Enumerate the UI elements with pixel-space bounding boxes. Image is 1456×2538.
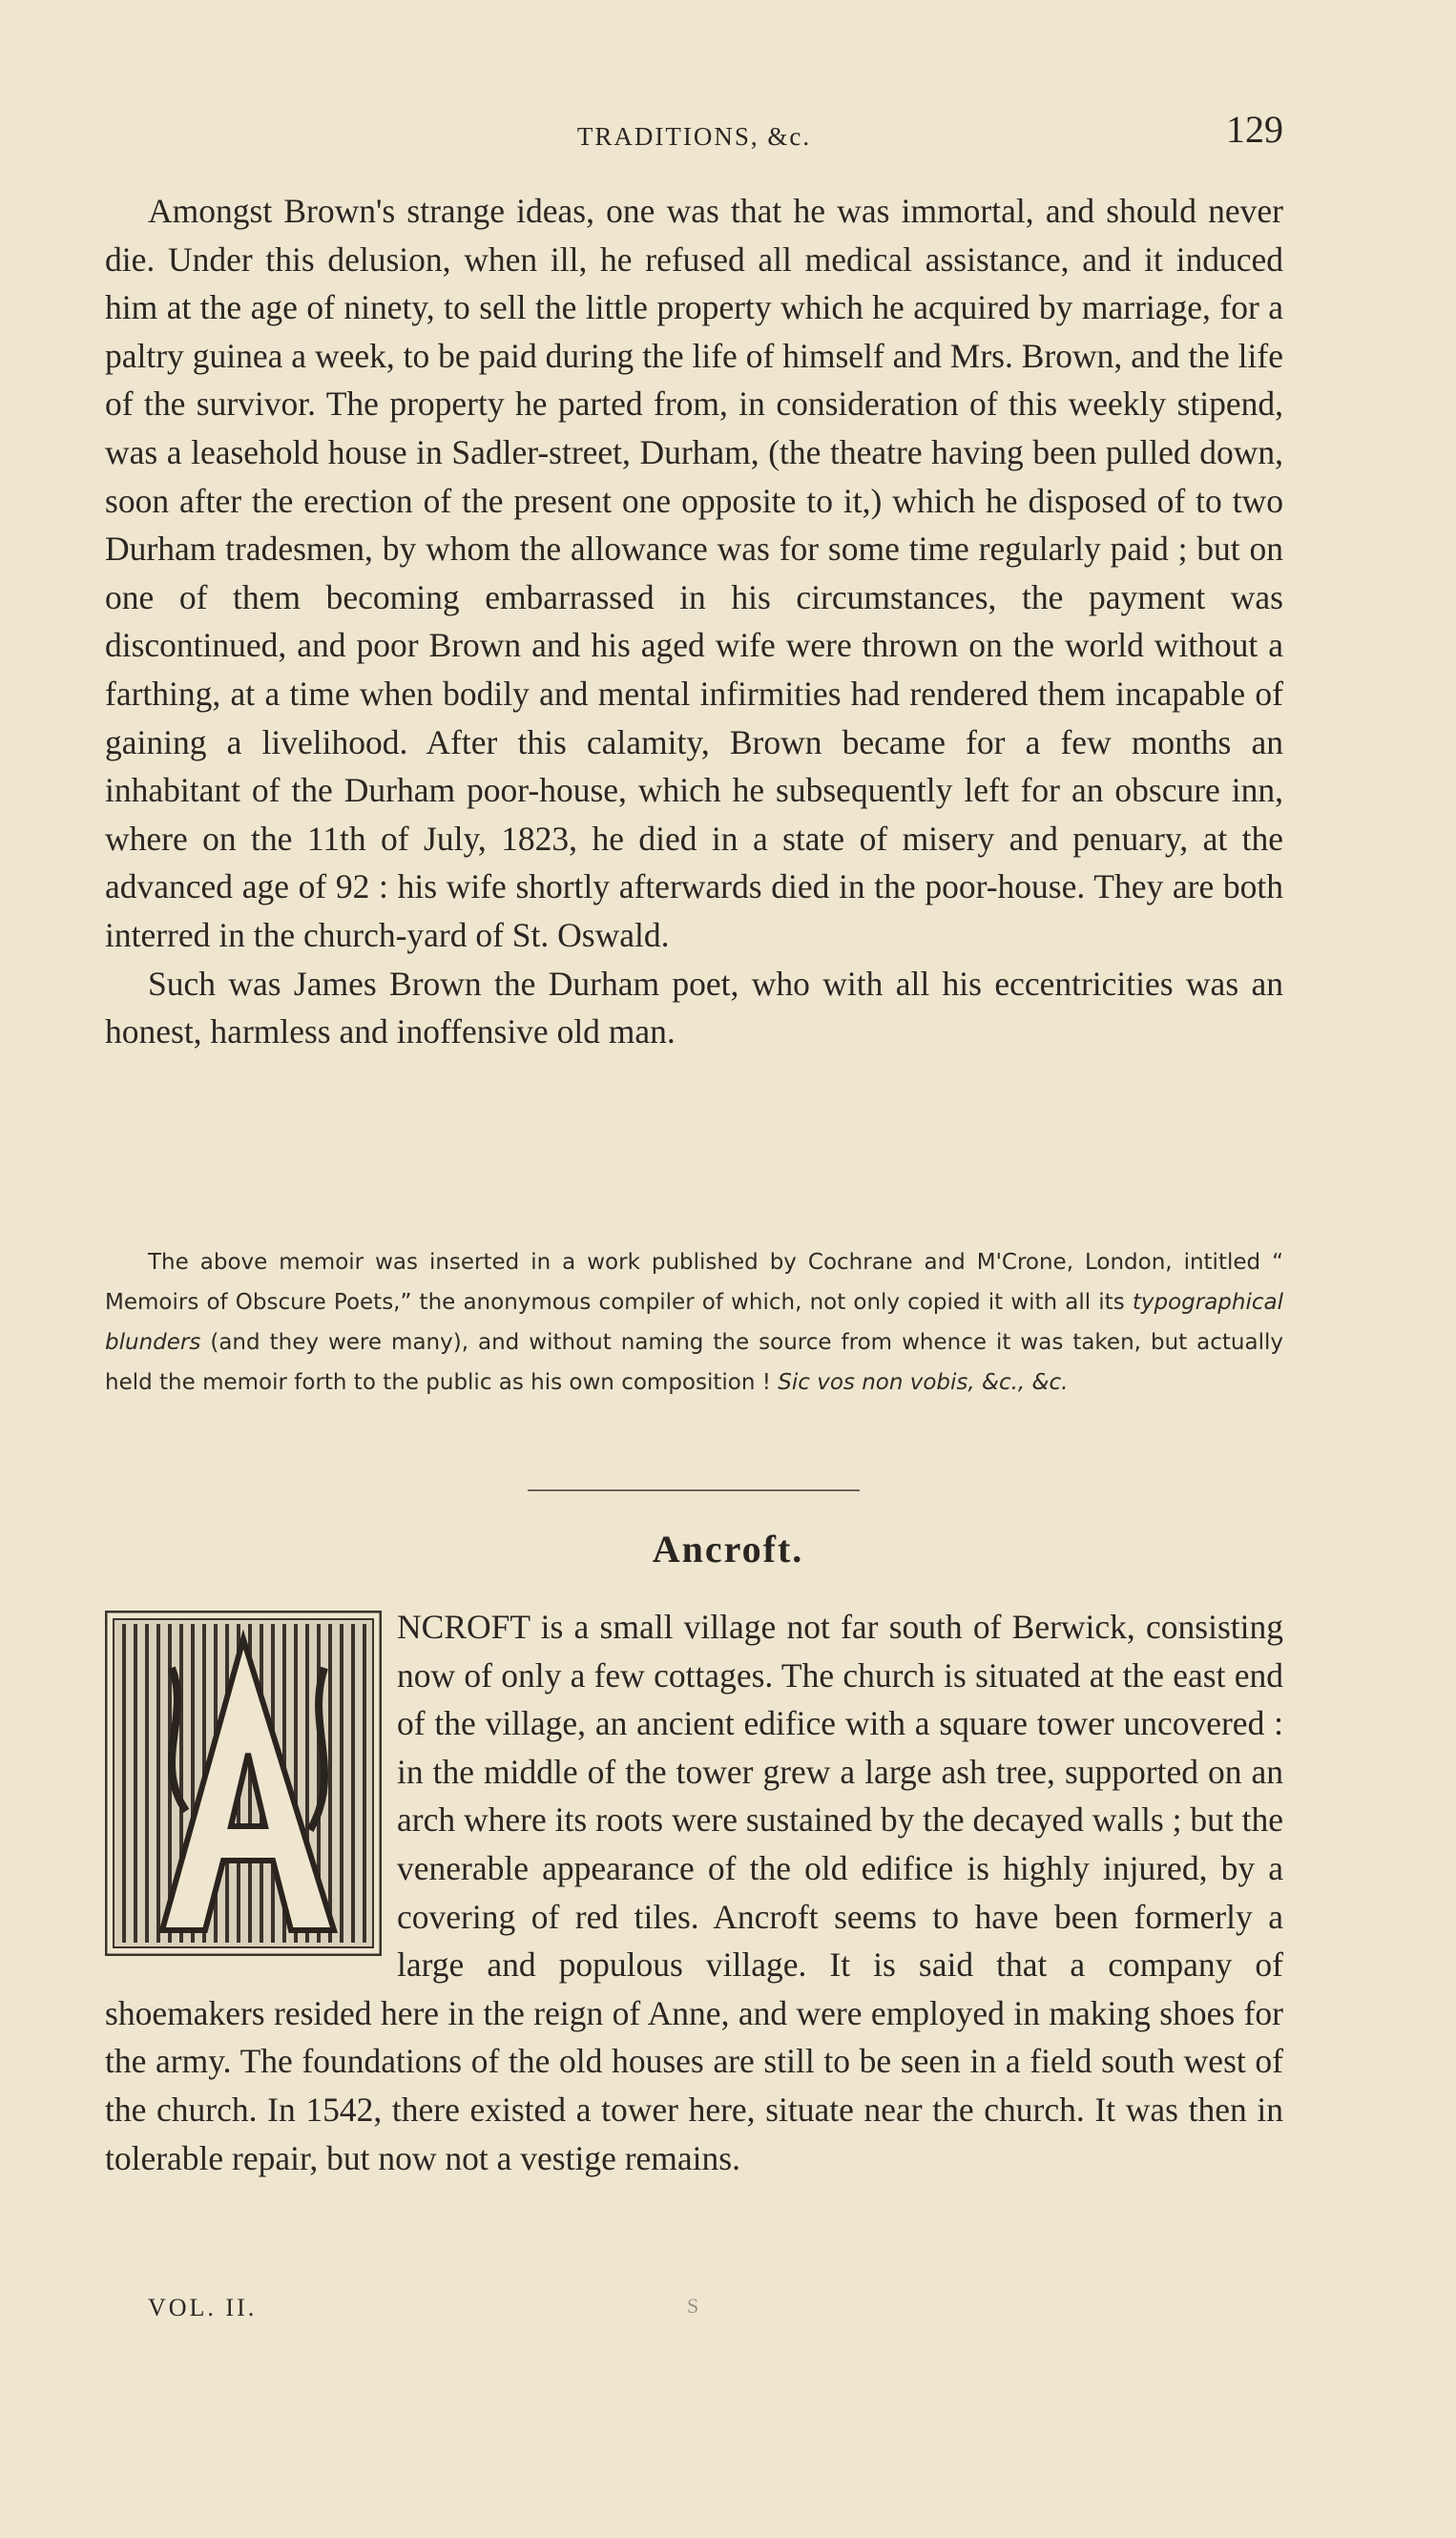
section-divider (528, 1489, 860, 1491)
page-number: 129 (1226, 108, 1283, 151)
main-text (105, 187, 1283, 1056)
footnote-emphasis: typographical blunders (105, 1290, 1283, 1355)
paragraph: Such was James Brown the Durham poet, who with all his eccentricities was an honest, harmless and inoffensive old man. (105, 964, 1283, 1051)
paragraph: Amongst Brown's strange ideas, one was that he was immortal, and should never die. Under this delusion, when ill, he refused all medical assistance, and it induced him at the age of ninety, to sell the little property which he acquired by marriage, for a paltry guinea a week, to be paid during the life of himself and Mrs. Brown, and the life of the survivor. The property he parted from, in consideration of this weekly stipend, was a leasehold house in Sadler-street, Durham, (the theatre having been pulled down, soon after the erection of the present one opposite to it,) which he disposed of to two Durham tradesmen, by whom the allowance was for some time regularly paid ; but on one of them becoming embarrassed in his circumstances, the payment was discontinued, and poor Brown and his aged wife were thrown on the world without a farthing, at a time when bodily and mental infirmities had rendered them incapable of gaining a livelihood. After this calamity, Brown became for a few months an inhabitant of the Durham poor-house, which he subsequently left for an obscure inn, where on the 11th of July, 1823, he died in a state of misery and penuary, at the advanced age of 92 : his wife shortly afterwards died in the poor-house. They are both interred in the church-yard of St. Oswald. (105, 192, 1283, 954)
running-head: TRADITIONS, &c. (576, 122, 812, 151)
footnote (105, 1242, 1283, 1403)
page-header (105, 107, 1283, 164)
section-body: NCROFT is a small village not far south of Berwick, consisting now of only a few cottages. The church is situated at the east end of the village, an ancient edifice with a square tower uncovered : in the middle of the tower grew a large ash tree, supported on an arch where its roots were sustained by the decayed walls ; but the venerable appearance of the old edifice is highly injured, by a covering of red tiles. Ancroft seems to have been formerly a large and populous village. It is said that a company of shoemakers resided here in the reign of Anne, and were employed in making shoes for the army. The foundations of the old houses are still to be seen in a field south west of the church. In 1542, there existed a tower here, situate near the church. It was then in tolerable repair, but now not a vestige remains. (105, 1608, 1283, 2177)
dropcap-illustration (105, 1611, 382, 1956)
footnote-text: (and they were many), and without naming the source from whence it was taken, but actually held the memoir forth to the public as his own composition ! (105, 1330, 1283, 1395)
ancroft-section (105, 1603, 1283, 2182)
footnote-text: The above memoir was inserted in a work published by Cochrane and M'Crone, London, intitled “ Memoirs of Obscure Poets,” the anonymous compiler of which, not only copied it with all its (105, 1250, 1283, 1315)
section-heading: Ancroft. (652, 1528, 804, 1571)
signature-mark: S (687, 2294, 699, 2318)
footnote-latin: Sic vos non vobis, &c., &c. (778, 1370, 1069, 1395)
volume-label: VOL. II. (148, 2294, 258, 2321)
dropcap-svg (105, 1611, 382, 1956)
